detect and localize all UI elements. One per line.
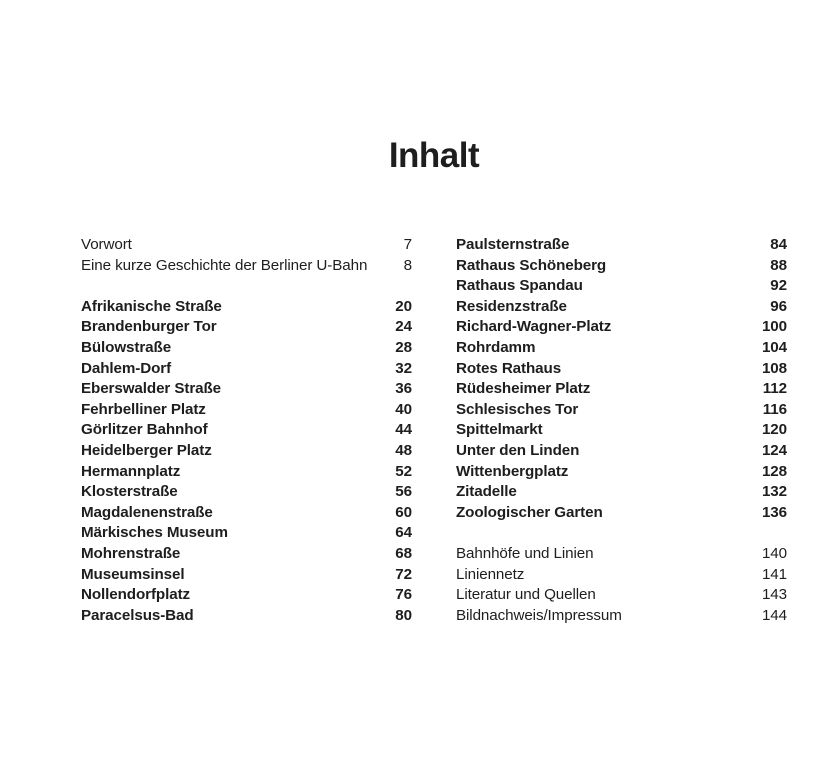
toc-entry-label: Spittelmarkt <box>456 421 543 439</box>
toc-entry-page-number: 141 <box>761 565 787 583</box>
toc-entry-label: Hermannplatz <box>81 462 181 480</box>
toc-entry-page-number: 36 <box>395 380 412 398</box>
toc-entry-label: Mohrenstraße <box>81 544 181 562</box>
toc-entry[interactable] <box>81 565 412 586</box>
toc-entry-page-number: 140 <box>761 544 787 562</box>
toc-entry-page-number: 144 <box>761 606 787 624</box>
toc-entry-label: Zitadelle <box>456 483 517 501</box>
toc-entry-label: Heidelberger Platz <box>81 441 212 459</box>
toc-entry-page-number: 128 <box>761 462 787 480</box>
toc-entry-label: Paracelsus-Bad <box>81 606 194 624</box>
toc-entry-label: Klosterstraße <box>81 483 178 501</box>
toc-entry-label: Richard-Wagner-Platz <box>456 318 612 336</box>
toc-entry-label: Nollendorfplatz <box>81 586 191 604</box>
toc-entry-label: Rotes Rathaus <box>456 359 562 377</box>
toc-entry-page-number: 44 <box>395 421 412 439</box>
toc-appendix-group <box>456 544 787 626</box>
toc-entry-page-number: 7 <box>403 236 412 253</box>
toc-entry[interactable] <box>456 462 787 483</box>
toc-entry-label: Paulsternstraße <box>456 236 570 253</box>
toc-entry-page-number: 76 <box>395 586 412 604</box>
toc-entry[interactable] <box>456 503 787 524</box>
toc-entry[interactable] <box>81 523 412 544</box>
toc-entry-page-number: 72 <box>395 565 412 583</box>
toc-entry-label: Magdalenenstraße <box>81 503 213 521</box>
toc-entry-page-number: 24 <box>395 318 412 336</box>
toc-entry-label: Brandenburger Tor <box>81 318 217 336</box>
toc-entry[interactable] <box>456 359 787 380</box>
toc-entry-page-number: 84 <box>770 236 787 253</box>
toc-entry[interactable] <box>81 503 412 524</box>
toc-entry[interactable] <box>456 297 787 318</box>
toc-entry-page-number: 60 <box>395 503 412 521</box>
toc-entry-label: Unter den Linden <box>456 441 580 459</box>
toc-entry[interactable] <box>456 256 787 277</box>
toc-entry[interactable] <box>456 565 787 586</box>
toc-entry[interactable] <box>81 297 412 318</box>
toc-entry-label: Rathaus Spandau <box>456 277 583 295</box>
toc-entry-page-number: 56 <box>395 483 412 501</box>
toc-entry-page-number: 108 <box>761 359 787 377</box>
toc-entry-page-number: 28 <box>395 338 412 356</box>
toc-entry-page-number: 104 <box>761 338 787 356</box>
toc-entry[interactable] <box>81 317 412 338</box>
toc-entry-page-number: 96 <box>770 297 787 315</box>
toc-entry[interactable] <box>456 482 787 503</box>
toc-entry-label: Rohrdamm <box>456 338 536 356</box>
toc-entry-label: Fehrbelliner Platz <box>81 400 206 418</box>
toc-entry[interactable] <box>456 338 787 359</box>
toc-entry-label: Rüdesheimer Platz <box>456 380 591 398</box>
toc-entry-page-number: 20 <box>395 297 412 315</box>
toc-entry-page-number: 80 <box>395 606 412 624</box>
toc-entry-label: Görlitzer Bahnhof <box>81 421 208 439</box>
page-title: Inhalt <box>388 136 480 175</box>
toc-entry[interactable] <box>456 276 787 297</box>
toc-entry[interactable] <box>81 379 412 400</box>
toc-entry[interactable] <box>456 235 787 256</box>
toc-entry-label: Bahnhöfe und Linien <box>456 544 594 562</box>
toc-entry[interactable] <box>456 544 787 565</box>
toc-entry[interactable] <box>456 441 787 462</box>
toc-entry-page-number: 136 <box>761 503 787 521</box>
toc-column-left <box>81 235 412 626</box>
toc-entry-page-number: 100 <box>761 318 787 336</box>
toc-entry-page-number: 88 <box>770 256 787 274</box>
toc-entry-page-number: 68 <box>395 544 412 562</box>
toc-entry[interactable] <box>81 400 412 421</box>
toc-entry-label: Zoologischer Garten <box>456 503 603 521</box>
toc-entry-label: Bülowstraße <box>81 338 172 356</box>
toc-entry-page-number: 124 <box>761 441 787 459</box>
toc-entry-page-number: 8 <box>403 256 412 274</box>
toc-entry[interactable] <box>81 338 412 359</box>
toc-entry-page-number: 52 <box>395 462 412 480</box>
toc-entry[interactable] <box>81 235 412 256</box>
toc-intro-group <box>81 235 412 276</box>
toc-entry-page-number: 143 <box>761 586 787 604</box>
toc-entry[interactable] <box>81 482 412 503</box>
toc-entry-label: Märkisches Museum <box>81 524 228 542</box>
toc-entry[interactable] <box>81 462 412 483</box>
toc-entry-page-number: 120 <box>761 421 787 439</box>
toc-entry-page-number: 116 <box>762 400 787 418</box>
toc-entry[interactable] <box>456 400 787 421</box>
toc-entry-label: Museumsinsel <box>81 565 185 583</box>
toc-entry-label: Liniennetz <box>456 565 525 583</box>
toc-stations-group <box>81 297 412 627</box>
toc-entry[interactable] <box>81 606 412 627</box>
toc-stations-group <box>456 235 787 523</box>
toc-entry[interactable] <box>456 317 787 338</box>
toc-entry-page-number: 32 <box>395 359 412 377</box>
toc-entry-page-number: 112 <box>762 380 787 398</box>
toc-entry-label: Rathaus Schöneberg <box>456 256 607 274</box>
toc-entry[interactable] <box>456 606 787 627</box>
toc-entry[interactable] <box>81 544 412 565</box>
toc-entry-label: Literatur und Quellen <box>456 586 596 604</box>
toc-entry-label: Vorwort <box>81 236 132 253</box>
toc-entry[interactable] <box>456 585 787 606</box>
toc-entry-page-number: 132 <box>761 483 787 501</box>
toc-entry-label: Dahlem-Dorf <box>81 359 172 377</box>
toc-entry[interactable] <box>81 256 412 277</box>
toc-entry[interactable] <box>456 420 787 441</box>
toc-entry-page-number: 40 <box>395 400 412 418</box>
toc-entry-page-number: 64 <box>395 524 412 542</box>
toc-entry[interactable] <box>81 441 412 462</box>
toc-entry-label: Schlesisches Tor <box>456 400 579 418</box>
toc-entry[interactable] <box>81 585 412 606</box>
toc-entry-label: Bildnachweis/Impressum <box>456 606 622 624</box>
toc-entry-page-number: 48 <box>395 441 412 459</box>
toc-column-right <box>456 235 787 626</box>
toc-entry[interactable] <box>81 420 412 441</box>
toc-entry-label: Wittenbergplatz <box>456 462 569 480</box>
toc-entry-label: Afrikanische Straße <box>81 297 222 315</box>
toc-entry-page-number: 92 <box>770 277 787 295</box>
toc-entry-label: Eine kurze Geschichte der Berliner U-Bahn <box>81 256 368 274</box>
toc-entry-label: Residenzstraße <box>456 297 567 315</box>
toc-entry[interactable] <box>456 379 787 400</box>
toc-entry[interactable] <box>81 359 412 380</box>
toc-entry-label: Eberswalder Straße <box>81 380 222 398</box>
